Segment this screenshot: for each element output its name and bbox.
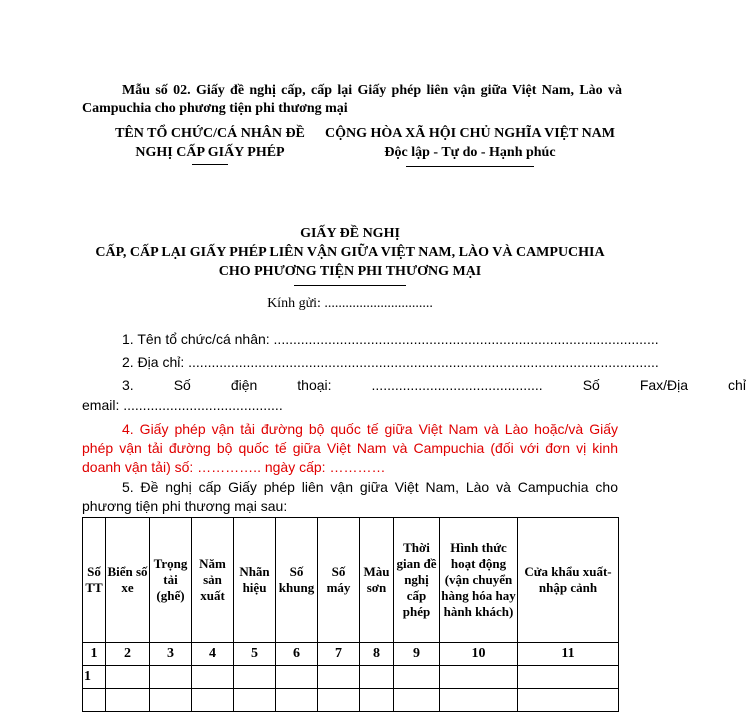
table-number-row: [83, 643, 619, 666]
country-header: CỘNG HÒA XÃ HỘI CHỦ NGHĨA VIỆT NAM: [324, 126, 615, 141]
table-cell: [192, 689, 234, 712]
table-cell: 3: [150, 643, 192, 666]
field-applicant-name: 1. Tên tổ chức/cá nhân: ...................................................................................................: [122, 331, 659, 347]
table-cell: [150, 666, 192, 689]
table-header-cell: Trọng tải (ghế): [150, 518, 192, 643]
table-cell: [276, 689, 318, 712]
table-cell: [518, 666, 619, 689]
motto-rule: [406, 166, 534, 167]
field-phone-part: chỉ: [728, 377, 746, 393]
doc-heading-block: [82, 224, 618, 286]
table-cell: [394, 689, 440, 712]
applicant-header: TÊN TỔ CHỨC/CÁ NHÂN ĐỀ NGHỊ CẤP GIẤY PHÉP: [115, 126, 305, 160]
field-phone-part: điện: [230, 377, 258, 393]
field-phone-part: thoại:: [297, 377, 332, 393]
table-cell: [518, 689, 619, 712]
table-header-cell: Năm sản xuất: [192, 518, 234, 643]
field-request-statement: 5. Đề nghị cấp Giấy phép liên vận giữa Việt Nam, Lào và Campuchia cho phương tiện phi thương mại sau:: [82, 479, 618, 514]
table-cell: 11: [518, 643, 619, 666]
field-address: 2. Địa chỉ: .........................................................................................................................: [122, 354, 659, 370]
table-header-cell: Màu sơn: [360, 518, 394, 643]
table-cell: [83, 689, 106, 712]
doc-subtitle: CẤP, CẤP LẠI GIẤY PHÉP LIÊN VẬN GIỮA VIỆT NAM, LÀO VÀ CAMPUCHIA CHO PHƯƠNG TIỆN PHI THƯƠNG MẠI: [95, 245, 605, 279]
table-header-cell: Nhãn hiệu: [234, 518, 276, 643]
motto: Độc lập - Tự do - Hạnh phúc: [384, 145, 556, 160]
table-cell: [234, 666, 276, 689]
field-phone-part: Số: [582, 377, 600, 393]
field-phone-part: 3.: [122, 377, 134, 393]
field-phone-part: Fax/Địa: [639, 377, 689, 393]
table-cell: [234, 689, 276, 712]
table-header-row: [83, 518, 619, 643]
vehicle-table: [82, 517, 619, 712]
table-cell: [106, 689, 150, 712]
field-phone: [82, 376, 746, 395]
table-cell: 1: [83, 643, 106, 666]
table-cell: [276, 666, 318, 689]
table-cell: [440, 666, 518, 689]
field-transport-license: 4. Giấy phép vận tải đường bộ quốc tế giữa Việt Nam và Lào hoặc/và Giấy phép vận tải đường bộ quốc tế giữa Việt Nam và Campuchia (đối với đơn vị kinh doanh vận tải) số: ………….. ngày cấp: …………: [82, 421, 618, 475]
table-header-cell: Số TT: [83, 518, 106, 643]
form-title: Mẫu số 02. Giấy đề nghị cấp, cấp lại Giấy phép liên vận giữa Việt Nam, Lào và Campuchia cho phương tiện phi thương mại: [82, 83, 622, 116]
table-row: [83, 666, 619, 689]
table-cell: [318, 689, 360, 712]
table-header-cell: Thời gian đề nghị cấp phép: [394, 518, 440, 643]
recipient-line: Kính gửi: ...............................: [267, 296, 433, 311]
table-cell: 10: [440, 643, 518, 666]
table-cell: [106, 666, 150, 689]
table-cell: [192, 666, 234, 689]
table-header-cell: Hình thức hoạt động (vận chuyển hàng hóa hay hành khách): [440, 518, 518, 643]
table-header-cell: Cửa khẩu xuất- nhập cảnh: [518, 518, 619, 643]
field-email: email: .........................................: [82, 397, 283, 413]
table-cell: [360, 666, 394, 689]
table-cell: [394, 666, 440, 689]
table-cell: [150, 689, 192, 712]
table-header-cell: Biển số xe: [106, 518, 150, 643]
doc-title: GIẤY ĐỀ NGHỊ: [300, 226, 400, 241]
table-cell: 5: [234, 643, 276, 666]
table-cell: 6: [276, 643, 318, 666]
heading-rule: [294, 285, 406, 286]
table-cell: 4: [192, 643, 234, 666]
table-row: [83, 689, 619, 712]
table-cell: 9: [394, 643, 440, 666]
table-cell: 1: [83, 666, 106, 689]
table-header-cell: Số khung: [276, 518, 318, 643]
applicant-header-rule: [192, 164, 228, 165]
field-phone-part: Số: [173, 377, 191, 393]
country-header-block: [322, 124, 618, 167]
field-phone-part: ............................................: [371, 377, 543, 393]
table-cell: [440, 689, 518, 712]
applicant-header-block: [98, 124, 322, 165]
table-cell: 2: [106, 643, 150, 666]
table-cell: [360, 689, 394, 712]
table-header-cell: Số máy: [318, 518, 360, 643]
table-cell: 8: [360, 643, 394, 666]
table-cell: [318, 666, 360, 689]
table-cell: 7: [318, 643, 360, 666]
